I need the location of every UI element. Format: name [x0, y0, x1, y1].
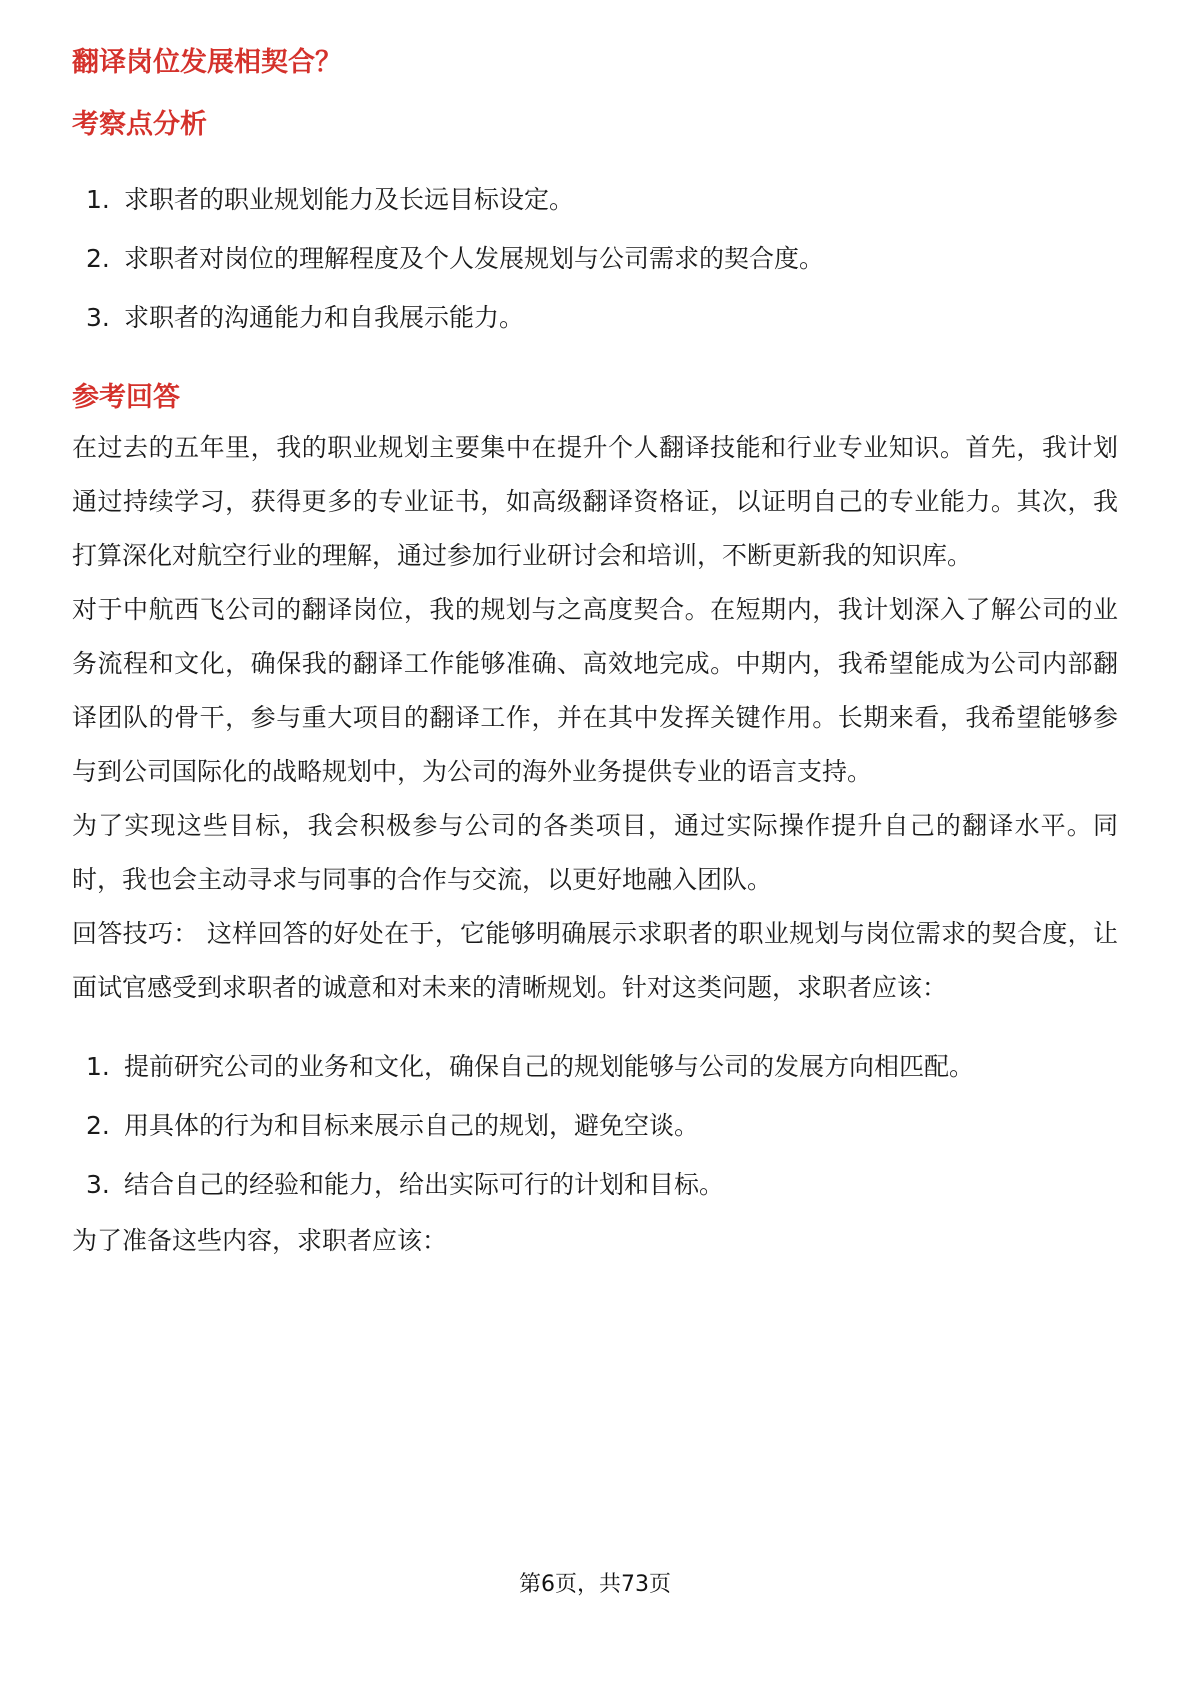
list-item-text: 求职者的职业规划能力及长远目标设定。: [124, 185, 575, 214]
list-item: [72, 288, 1118, 347]
answer-paragraph: 为了实现这些目标，我会积极参与公司的各类项目，通过实际操作提升自己的翻译水平。同时，我也会主动寻求与同事的合作与交流，以更好地融入团队。: [72, 811, 1118, 894]
page-number: 第6页，共73页: [519, 1572, 671, 1597]
list-item: [72, 229, 1118, 288]
analysis-list: [72, 170, 1118, 347]
document-page: [72, 40, 1118, 1268]
answer-heading: 参考回答: [72, 382, 180, 413]
list-item-text: 提前研究公司的业务和文化，确保自己的规划能够与公司的发展方向相匹配。: [124, 1052, 975, 1081]
list-item-number: 1.: [86, 1052, 110, 1081]
list-item-number: 1.: [86, 185, 110, 214]
list-item-text: 结合自己的经验和能力，给出实际可行的计划和目标。: [124, 1170, 725, 1199]
tips-intro: 回答技巧： 这样回答的好处在于，它能够明确展示求职者的职业规划与岗位需求的契合度，让面试官感受到求职者的诚意和对未来的清晰规划。针对这类问题，求职者应该：: [72, 919, 1118, 1002]
list-item-number: 2.: [86, 1111, 110, 1140]
list-item-number: 3.: [86, 1170, 110, 1199]
list-item-number: 3.: [86, 303, 110, 332]
list-item-text: 求职者对岗位的理解程度及个人发展规划与公司需求的契合度。: [124, 244, 825, 273]
page-title: 翻译岗位发展相契合？: [72, 47, 342, 78]
list-item: [72, 1155, 1118, 1214]
list-item-number: 2.: [86, 244, 110, 273]
list-item-text: 求职者的沟通能力和自我展示能力。: [124, 303, 525, 332]
answer-paragraph: 在过去的五年里，我的职业规划主要集中在提升个人翻译技能和行业专业知识。首先，我计划通过持续学习，获得更多的专业证书，如高级翻译资格证，以证明自己的专业能力。其次，我打算深化对航空行业的理解，通过参加行业研讨会和培训，不断更新我的知识库。: [72, 433, 1118, 570]
list-item: [72, 1096, 1118, 1155]
analysis-heading: 考察点分析: [72, 109, 207, 140]
answer-paragraph: 对于中航西飞公司的翻译岗位，我的规划与之高度契合。在短期内，我计划深入了解公司的业务流程和文化，确保我的翻译工作能够准确、高效地完成。中期内，我希望能成为公司内部翻译团队的骨干，参与重大项目的翻译工作，并在其中发挥关键作用。长期来看，我希望能够参与到公司国际化的战略规划中，为公司的海外业务提供专业的语言支持。: [72, 595, 1118, 786]
list-item-text: 用具体的行为和目标来展示自己的规划，避免空谈。: [124, 1111, 700, 1140]
list-item: [72, 170, 1118, 229]
tips-list: [72, 1037, 1118, 1214]
closing-line: 为了准备这些内容，求职者应该：: [72, 1226, 448, 1255]
list-item: [72, 1037, 1118, 1096]
